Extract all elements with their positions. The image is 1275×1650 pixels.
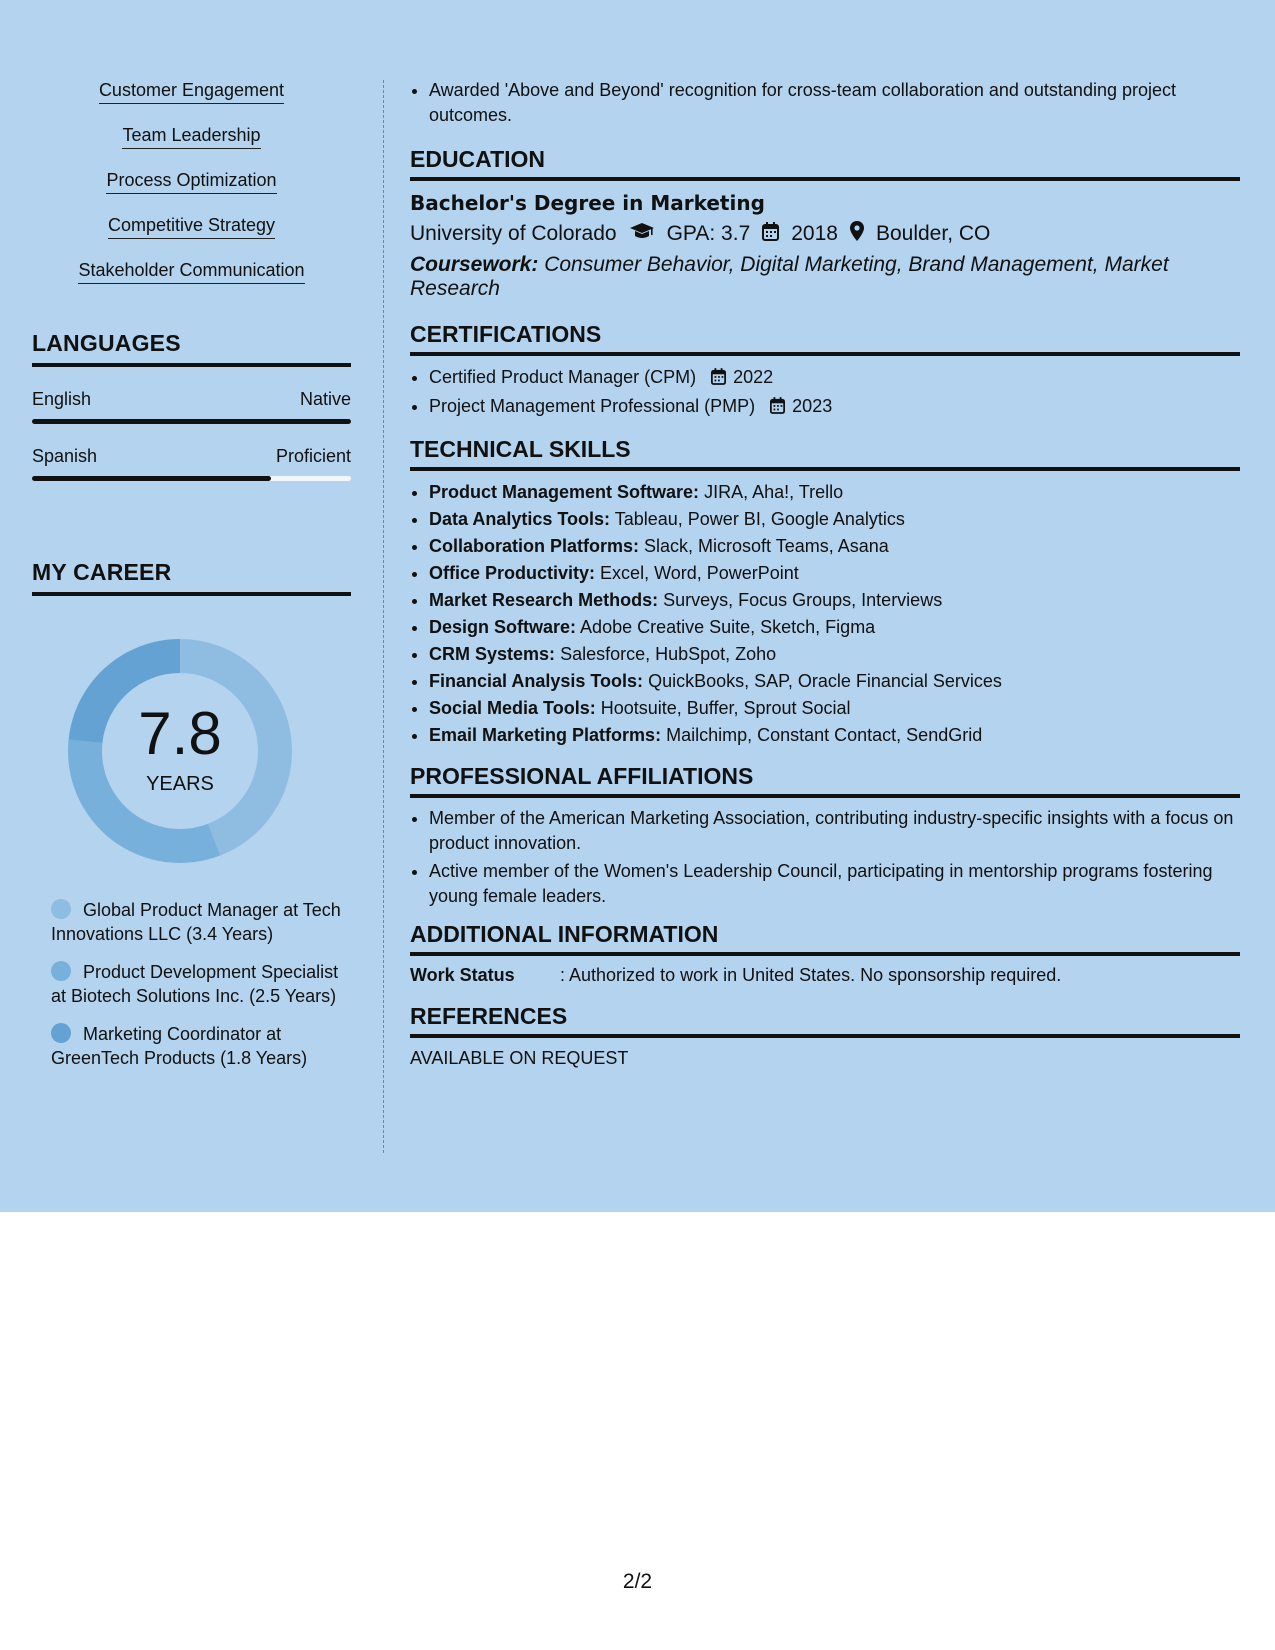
tech-skill-value: Adobe Creative Suite, Sketch, Figma (580, 617, 876, 637)
career-years-unit: YEARS (146, 773, 214, 795)
calendar-icon (762, 222, 779, 247)
skill-tag: Stakeholder Communication (78, 260, 304, 284)
affiliation-item: • Active member of the Women's Leadership Council, participating in mentorship programs fostering young female leaders. (429, 859, 1240, 909)
references-section (410, 1003, 1240, 1069)
references-heading: REFERENCES (410, 1003, 1240, 1038)
certification-name: Project Management Professional (PMP) (429, 396, 756, 416)
school-name: University of Colorado (410, 222, 617, 245)
additional-info-section (410, 921, 1240, 986)
career-legend-item (51, 1022, 351, 1070)
certifications-section (410, 321, 1240, 422)
experience-bullet: • Awarded 'Above and Beyond' recognition for cross-team collaboration and outstanding project outcomes. (429, 78, 1240, 128)
tech-skill-item (429, 560, 1240, 587)
technical-skills-section (410, 436, 1240, 749)
location-pin-icon (850, 221, 864, 247)
tech-skill-value: QuickBooks, SAP, Oracle Financial Services (648, 671, 1002, 691)
education-heading: EDUCATION (410, 146, 1240, 181)
work-status-value: : Authorized to work in United States. No sponsorship required. (560, 965, 1062, 985)
tech-skill-label: Design Software: (429, 617, 577, 637)
tech-skill-label: Product Management Software: (429, 482, 700, 502)
career-legend (32, 898, 351, 1070)
language-level: Proficient (275, 446, 351, 466)
skill-tag: Team Leadership (122, 125, 260, 149)
legend-dot (51, 1023, 71, 1043)
affiliation-item: • Member of the American Marketing Association, contributing industry-specific insights with a focus on product innovation. (429, 806, 1240, 856)
career-total-years: 7.8 (138, 700, 222, 767)
languages-heading: LANGUAGES (32, 330, 351, 367)
tech-skill-item (429, 695, 1240, 722)
technical-skills-list (410, 479, 1240, 749)
career-donut-chart (67, 638, 293, 864)
language-level: Native (299, 389, 351, 409)
skill-tag: Customer Engagement (99, 80, 284, 104)
tech-skill-item (429, 668, 1240, 695)
work-status-label: Work Status (410, 965, 515, 985)
degree-title: Bachelor's Degree in Marketing (410, 191, 765, 215)
tech-skill-value: Mailchimp, Constant Contact, SendGrid (666, 725, 983, 745)
tech-skill-label: Financial Analysis Tools: (429, 671, 644, 691)
tech-skill-item (429, 479, 1240, 506)
tech-skill-label: Data Analytics Tools: (429, 509, 611, 529)
tech-skill-item (429, 533, 1240, 560)
technical-skills-heading: TECHNICAL SKILLS (410, 436, 1240, 471)
gpa: GPA: 3.7 (666, 222, 751, 245)
tech-skill-value: Surveys, Focus Groups, Interviews (663, 590, 943, 610)
tech-skill-value: Salesforce, HubSpot, Zoho (560, 644, 777, 664)
calendar-icon (770, 395, 785, 422)
work-status-row (410, 965, 1240, 986)
language-proficiency-fill (32, 419, 351, 424)
coursework-label: Coursework: (410, 253, 539, 276)
main-column (410, 78, 1240, 1069)
coursework (410, 253, 1240, 301)
language-proficiency-fill (32, 476, 271, 481)
graduation-year: 2018 (791, 222, 838, 245)
page-number: 2/2 (622, 1570, 653, 1593)
certification-year: 2023 (792, 396, 833, 416)
tech-skill-item (429, 614, 1240, 641)
experience-bullet-list (410, 78, 1240, 128)
affiliations-list (410, 806, 1240, 909)
certifications-list (410, 364, 1240, 422)
legend-dot (51, 961, 71, 981)
tech-skill-value: Excel, Word, PowerPoint (600, 563, 799, 583)
skills-list (32, 80, 351, 284)
career-heading: MY CAREER (32, 559, 351, 596)
tech-skill-value: Hootsuite, Buffer, Sprout Social (600, 698, 851, 718)
language-proficiency-bar (32, 476, 351, 481)
certifications-heading: CERTIFICATIONS (410, 321, 1240, 356)
career-legend-item (51, 960, 351, 1008)
column-divider (383, 80, 384, 1153)
language-item (32, 446, 351, 481)
tech-skill-value: Tableau, Power BI, Google Analytics (614, 509, 905, 529)
graduation-cap-icon (629, 222, 655, 246)
skill-tag: Competitive Strategy (108, 215, 275, 239)
additional-info-heading: ADDITIONAL INFORMATION (410, 921, 1240, 956)
tech-skill-value: JIRA, Aha!, Trello (704, 482, 844, 502)
tech-skill-label: Collaboration Platforms: (429, 536, 640, 556)
career-label: Global Product Manager at Tech Innovations LLC (3.4 Years) (51, 900, 341, 944)
education-section (410, 146, 1240, 301)
language-item (32, 389, 351, 424)
tech-skill-label: Office Productivity: (429, 563, 596, 583)
tech-skill-label: Market Research Methods: (429, 590, 659, 610)
language-proficiency-bar (32, 419, 351, 424)
certification-item (429, 364, 1240, 393)
tech-skill-value: Slack, Microsoft Teams, Asana (644, 536, 889, 556)
sidebar (32, 80, 351, 1084)
career-legend-item (51, 898, 351, 946)
tech-skill-label: Social Media Tools: (429, 698, 596, 718)
career-label: Marketing Coordinator at GreenTech Products (1.8 Years) (51, 1024, 308, 1068)
affiliations-section (410, 763, 1240, 909)
tech-skill-item (429, 587, 1240, 614)
tech-skill-item (429, 722, 1240, 749)
references-text: AVAILABLE ON REQUEST (410, 1048, 629, 1068)
certification-year: 2022 (733, 367, 774, 387)
legend-dot (51, 899, 71, 919)
school-location: Boulder, CO (875, 222, 991, 245)
affiliations-heading: PROFESSIONAL AFFILIATIONS (410, 763, 1240, 798)
tech-skill-item (429, 506, 1240, 533)
language-name: Spanish (32, 446, 98, 466)
certification-name: Certified Product Manager (CPM) (429, 367, 697, 387)
tech-skill-label: CRM Systems: (429, 644, 556, 664)
language-name: English (32, 389, 92, 409)
career-label: Product Development Specialist at Biotech Solutions Inc. (2.5 Years) (51, 962, 339, 1006)
coursework-list: Consumer Behavior, Digital Marketing, Brand Management, Market Research (410, 253, 1169, 300)
skill-tag: Process Optimization (106, 170, 276, 194)
calendar-icon (711, 366, 726, 393)
tech-skill-label: Email Marketing Platforms: (429, 725, 662, 745)
tech-skill-item (429, 641, 1240, 668)
certification-item (429, 393, 1240, 422)
education-meta (410, 221, 1240, 247)
